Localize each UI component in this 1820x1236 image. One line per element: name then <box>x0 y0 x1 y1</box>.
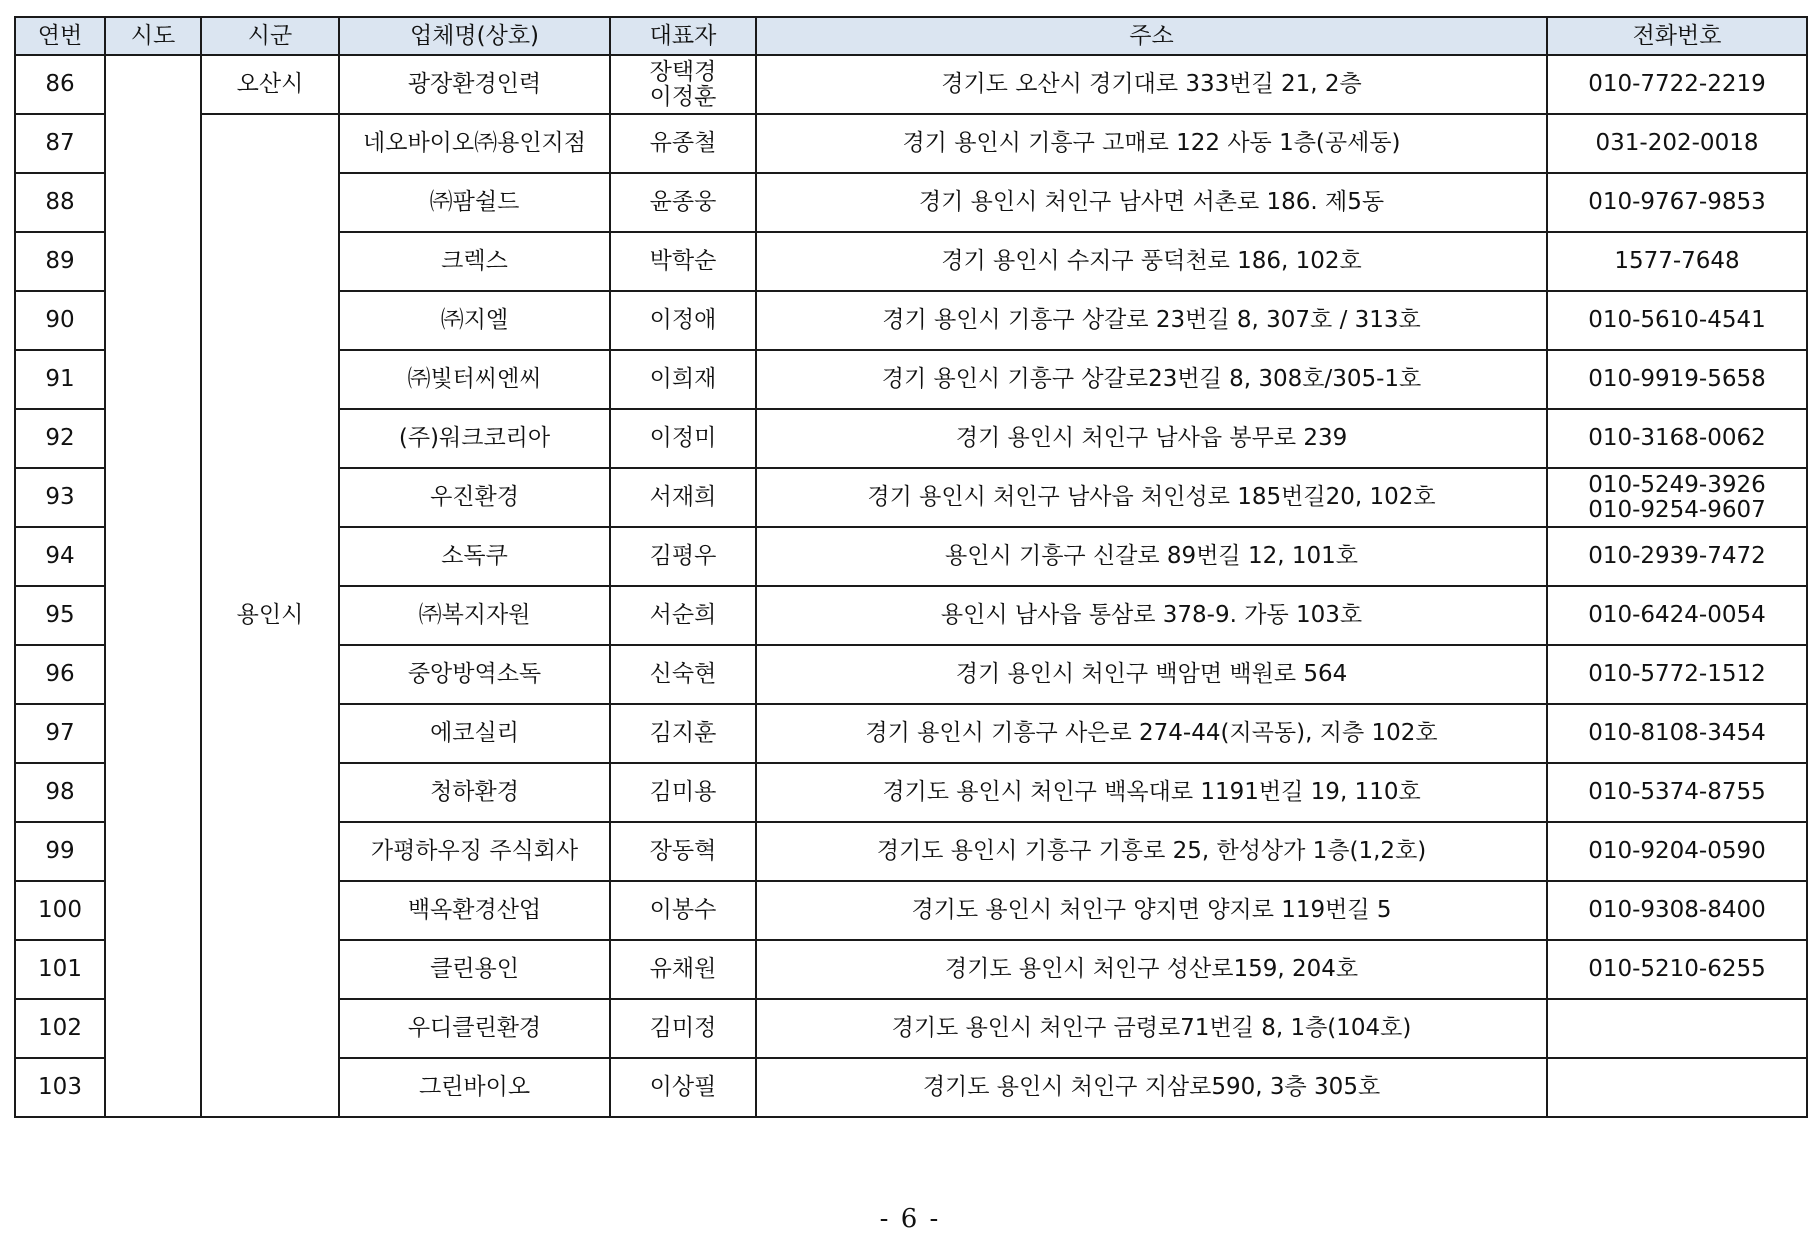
cell-address: 경기도 용인시 기흥구 기흥로 25, 한성상가 1층(1,2호) <box>756 822 1547 881</box>
cell-company: 청하환경 <box>339 763 610 822</box>
cell-representative <box>610 114 756 173</box>
cell-address: 경기도 용인시 처인구 금령로71번길 8, 1층(104호) <box>756 999 1547 1058</box>
cell-company: ㈜빛터씨엔씨 <box>339 350 610 409</box>
cell-phone-line: 010-2939-7472 <box>1588 543 1766 569</box>
cell-phone <box>1547 704 1807 763</box>
cell-representative-line: 김지훈 <box>649 720 717 746</box>
cell-sigun: 용인시 <box>201 114 339 1117</box>
cell-representative <box>610 527 756 586</box>
cell-seq: 100 <box>15 881 105 940</box>
cell-address: 경기 용인시 처인구 백암면 백원로 564 <box>756 645 1547 704</box>
header-company: 업체명(상호) <box>339 17 610 55</box>
cell-address: 경기 용인시 기흥구 고매로 122 사동 1층(공세동) <box>756 114 1547 173</box>
header-row <box>15 17 1807 55</box>
cell-address: 경기도 용인시 처인구 성산로159, 204호 <box>756 940 1547 999</box>
cell-phone <box>1547 468 1807 527</box>
cell-representative-line: 이정미 <box>649 425 717 451</box>
cell-company: ㈜팜쉴드 <box>339 173 610 232</box>
cell-representative-line: 신숙현 <box>649 661 717 687</box>
cell-representative <box>610 763 756 822</box>
company-registry-table <box>14 16 1808 1118</box>
cell-company: 가평하우징 주식회사 <box>339 822 610 881</box>
cell-representative-line: 서순희 <box>649 602 717 628</box>
cell-seq: 103 <box>15 1058 105 1117</box>
cell-phone-line: 010-5374-8755 <box>1588 779 1766 805</box>
cell-seq: 95 <box>15 586 105 645</box>
cell-seq: 94 <box>15 527 105 586</box>
cell-representative-line: 장동혁 <box>649 838 717 864</box>
header-phone: 전화번호 <box>1547 17 1807 55</box>
cell-phone <box>1547 114 1807 173</box>
cell-representative-line: 유종철 <box>649 130 717 156</box>
cell-representative <box>610 704 756 763</box>
cell-address: 경기 용인시 처인구 남사읍 봉무로 239 <box>756 409 1547 468</box>
cell-company: 네오바이오㈜용인지점 <box>339 114 610 173</box>
cell-representative <box>610 232 756 291</box>
cell-seq: 90 <box>15 291 105 350</box>
cell-representative-line: 이희재 <box>649 366 717 392</box>
cell-representative <box>610 173 756 232</box>
cell-company: 에코실리 <box>339 704 610 763</box>
cell-phone-line: 010-9919-5658 <box>1588 366 1766 392</box>
cell-sido <box>105 55 201 1117</box>
cell-address: 경기도 용인시 처인구 백옥대로 1191번길 19, 110호 <box>756 763 1547 822</box>
cell-phone <box>1547 350 1807 409</box>
cell-phone <box>1547 645 1807 704</box>
cell-phone <box>1547 881 1807 940</box>
cell-representative-line: 이봉수 <box>649 897 717 923</box>
cell-phone-line: 031-202-0018 <box>1595 130 1759 156</box>
cell-representative-line: 이정훈 <box>649 83 717 110</box>
cell-company: ㈜지엘 <box>339 291 610 350</box>
cell-address: 경기 용인시 처인구 남사면 서촌로 186. 제5동 <box>756 173 1547 232</box>
cell-phone-line: 010-5772-1512 <box>1588 661 1766 687</box>
header-representative: 대표자 <box>610 17 756 55</box>
cell-phone-line: 1577-7648 <box>1614 248 1740 274</box>
cell-address: 경기도 용인시 처인구 양지면 양지로 119번길 5 <box>756 881 1547 940</box>
cell-phone <box>1547 55 1807 114</box>
cell-address: 경기 용인시 기흥구 상갈로 23번길 8, 307호 / 313호 <box>756 291 1547 350</box>
cell-phone-line: 010-9767-9853 <box>1588 189 1766 215</box>
header-sigun: 시군 <box>201 17 339 55</box>
cell-representative <box>610 645 756 704</box>
cell-representative-line: 유채원 <box>649 956 717 982</box>
cell-seq: 97 <box>15 704 105 763</box>
cell-address: 경기 용인시 기흥구 사은로 274-44(지곡동), 지층 102호 <box>756 704 1547 763</box>
cell-address: 경기도 오산시 경기대로 333번길 21, 2층 <box>756 55 1547 114</box>
cell-phone <box>1547 527 1807 586</box>
cell-representative <box>610 999 756 1058</box>
cell-phone-line: 010-9204-0590 <box>1588 838 1766 864</box>
page-number: - 6 - <box>879 1204 941 1234</box>
cell-phone-line: 010-7722-2219 <box>1588 71 1766 97</box>
cell-representative <box>610 940 756 999</box>
cell-seq: 93 <box>15 468 105 527</box>
cell-address: 경기 용인시 기흥구 상갈로23번길 8, 308호/305-1호 <box>756 350 1547 409</box>
cell-address: 경기도 용인시 처인구 지삼로590, 3층 305호 <box>756 1058 1547 1117</box>
cell-seq: 91 <box>15 350 105 409</box>
header-seq: 연번 <box>15 17 105 55</box>
cell-phone <box>1547 409 1807 468</box>
cell-phone-line: 010-3168-0062 <box>1588 425 1766 451</box>
cell-representative-line: 이정애 <box>649 307 717 333</box>
cell-phone-line: 010-5249-3926 <box>1588 471 1766 498</box>
cell-phone <box>1547 999 1807 1058</box>
cell-address: 경기 용인시 수지구 풍덕천로 186, 102호 <box>756 232 1547 291</box>
cell-address: 용인시 남사읍 통삼로 378-9. 가동 103호 <box>756 586 1547 645</box>
cell-representative <box>610 291 756 350</box>
cell-phone <box>1547 173 1807 232</box>
cell-seq: 102 <box>15 999 105 1058</box>
cell-representative <box>610 468 756 527</box>
cell-company: 우진환경 <box>339 468 610 527</box>
cell-phone-line: 010-9308-8400 <box>1588 897 1766 923</box>
cell-company: 광장환경인력 <box>339 55 610 114</box>
cell-company: 중앙방역소독 <box>339 645 610 704</box>
cell-representative <box>610 1058 756 1117</box>
cell-representative-line: 서재희 <box>649 484 717 510</box>
cell-seq: 86 <box>15 55 105 114</box>
cell-company: ㈜복지자원 <box>339 586 610 645</box>
cell-representative <box>610 822 756 881</box>
table-row <box>15 114 1807 173</box>
cell-seq: 89 <box>15 232 105 291</box>
cell-seq: 99 <box>15 822 105 881</box>
cell-phone <box>1547 1058 1807 1117</box>
cell-company: 클린용인 <box>339 940 610 999</box>
cell-representative <box>610 586 756 645</box>
header-address: 주소 <box>756 17 1547 55</box>
cell-seq: 92 <box>15 409 105 468</box>
cell-representative-line: 윤종웅 <box>649 189 717 215</box>
table-header <box>15 17 1807 55</box>
cell-representative <box>610 409 756 468</box>
table-body <box>15 55 1807 1117</box>
cell-phone <box>1547 822 1807 881</box>
cell-representative-line: 이상필 <box>649 1074 717 1100</box>
cell-phone <box>1547 763 1807 822</box>
cell-seq: 88 <box>15 173 105 232</box>
cell-phone <box>1547 586 1807 645</box>
cell-company: (주)워크코리아 <box>339 409 610 468</box>
cell-address: 경기 용인시 처인구 남사읍 처인성로 185번길20, 102호 <box>756 468 1547 527</box>
cell-company: 백옥환경산업 <box>339 881 610 940</box>
cell-representative <box>610 350 756 409</box>
cell-phone <box>1547 291 1807 350</box>
header-sido: 시도 <box>105 17 201 55</box>
cell-seq: 101 <box>15 940 105 999</box>
cell-representative-line: 김평우 <box>649 543 717 569</box>
cell-phone-line: 010-9254-9607 <box>1588 496 1766 523</box>
cell-representative-line: 김미정 <box>649 1015 717 1041</box>
cell-representative-line: 박학순 <box>649 248 717 274</box>
cell-seq: 87 <box>15 114 105 173</box>
cell-company: 우디클린환경 <box>339 999 610 1058</box>
cell-phone <box>1547 232 1807 291</box>
cell-seq: 96 <box>15 645 105 704</box>
cell-phone-line: 010-5210-6255 <box>1588 956 1766 982</box>
cell-company: 소독쿠 <box>339 527 610 586</box>
cell-phone <box>1547 940 1807 999</box>
cell-representative <box>610 881 756 940</box>
cell-company: 크렉스 <box>339 232 610 291</box>
cell-address: 용인시 기흥구 신갈로 89번길 12, 101호 <box>756 527 1547 586</box>
cell-representative-line: 장택경 <box>649 58 717 85</box>
cell-phone-line: 010-6424-0054 <box>1588 602 1766 628</box>
cell-phone-line: 010-5610-4541 <box>1588 307 1766 333</box>
cell-representative-line: 김미용 <box>649 779 717 805</box>
cell-sigun: 오산시 <box>201 55 339 114</box>
cell-seq: 98 <box>15 763 105 822</box>
cell-company: 그린바이오 <box>339 1058 610 1117</box>
cell-representative <box>610 55 756 114</box>
cell-phone-line: 010-8108-3454 <box>1588 720 1766 746</box>
table-row <box>15 55 1807 114</box>
